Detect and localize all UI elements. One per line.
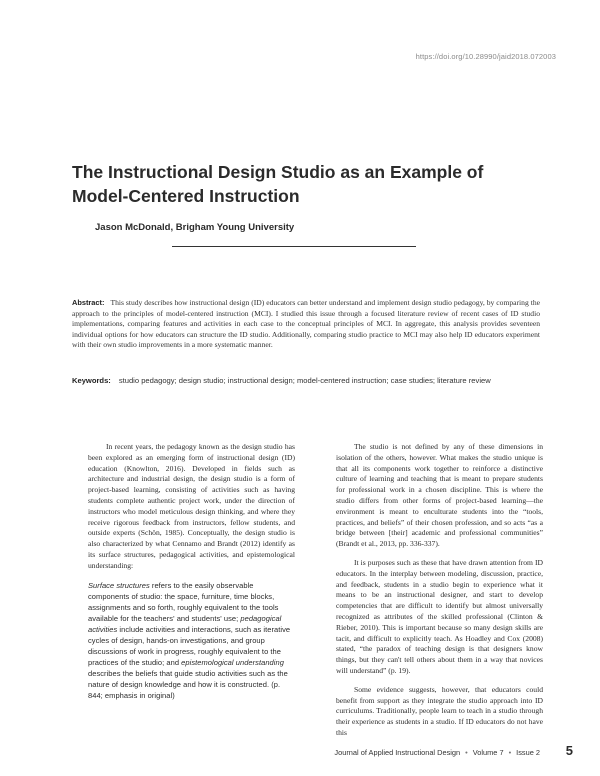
footer-volume: Volume 7 (472, 748, 504, 757)
abstract-text: This study describes how instructional design (ID) educators can better understand and implement design studio pedagogy, by comparing the approach to the principles of model-centered instruction (MCI). I studied this issue through a focused literature review of recent cases of ID studio implementations, comparing features and activities in each case to the conceptual principles of MCI. In aggregate, this analysis provides seventeen individual options for how educators can structure the ID studio. Additionally, comparing studio practice to MCI may also help ID educators experiment with their own studio improvements in a more systematic manner. (72, 298, 540, 350)
page-number: 5 (565, 743, 573, 758)
abstract-label: Abstract: (72, 298, 105, 307)
body-paragraph: In recent years, the pedagogy known as the design studio has been explored as an emerging form of instructional design (ID) education (Knowlton, 2016). Developed in fields such as architecture and industrial design, the design studio is a form of project-based learning, consisting of activities such as having students complete authentic project work, under the direction of instructors who model meticulous design thinking, and where they receive rigorous feedback from instructors, fellow students, and outside experts (Schön, 1985). Conceptually, the design studio is also characterized by what Cennamo and Brandt (2012) identify as its surface structures, pedagogical activities, and epistemological understanding: (88, 442, 295, 570)
body-column-right (336, 442, 543, 747)
author-divider (172, 246, 416, 247)
abstract-block (72, 298, 540, 351)
body-paragraph: The studio is not defined by any of these dimensions in isolation of the others, however. What makes the studio unique is that all its components work together to reinforce a distinctive culture of learning and teaching that is meant to prepare students for professional work in a chosen discipline. This is where the studio differs from other forms of project-based learning—the environment is meant to enculturate students into the “tools, practices, and beliefs” of their chosen profession, and so acts “as a bridge between [their] academic and professional communities” (Brandt et al., 2013, pp. 336-337). (336, 442, 543, 549)
author-line: Jason McDonald, Brigham Young University (95, 222, 295, 233)
quote-term: epistemological understanding (181, 657, 284, 667)
block-quote (88, 580, 295, 701)
keywords-label: Keywords: (72, 376, 111, 385)
page-footer (334, 748, 540, 757)
article-title: The Instructional Design Studio as an Example of Model-Centered Instruction (72, 162, 484, 206)
body-paragraph: It is purposes such as these that have drawn attention from ID educators. In the interplay between modeling, discussion, practice, and feedback, students in a studio begin to experience what it means to be an instructional designer, and start to develop competencies that are difficult to identify but almost universally recognized as attributes of the skilled professional (Clinton & Rieber, 2010). This is important because so many design skills are tacit, and difficult to explicitly teach. As Hoadley and Cox (2008) stated, “the paradox of teaching design is that designers know things, but they can't tell others about them in a way that novices will understand” (p. 19). (336, 557, 543, 675)
quote-text: describes the beliefs that guide studio activities such as the nature of design knowledge and how it is constructed. (p. 844; emphasis in original) (88, 668, 288, 700)
body-column-left (88, 442, 295, 701)
keywords-text: studio pedagogy; design studio; instructional design; model-centered instruction; case studies; literature review (118, 376, 491, 385)
footer-separator: • (508, 748, 512, 757)
footer-issue: Issue 2 (516, 748, 540, 757)
body-paragraph: Some evidence suggests, however, that educators could benefit from support as they integrate the studio approach into ID curriculums. Traditionally, people learn to teach in a studio through their experience as students in a studio. If ID educators do not have this (336, 684, 543, 737)
quote-text: include activities and interactions, such as iterative cycles of design, hands-on investigations, and group discussions of work in progress, roughly equivalent to the practices of the studio; and (88, 624, 291, 667)
quote-term: Surface structures (88, 580, 150, 590)
footer-journal: Journal of Applied Instructional Design (334, 748, 461, 757)
quote-text: refers to the easily observable components of studio: the space, furniture, time blocks, assignments and so forth, roughly equivalent to the tools available for the teachers' and students' use; (88, 580, 279, 623)
quote-term: pedagogical activities (88, 613, 282, 634)
footer-separator: • (465, 748, 468, 757)
keywords-block (72, 376, 540, 387)
doi-link[interactable]: https://doi.org/10.28990/jaid2018.072003 (415, 52, 556, 61)
